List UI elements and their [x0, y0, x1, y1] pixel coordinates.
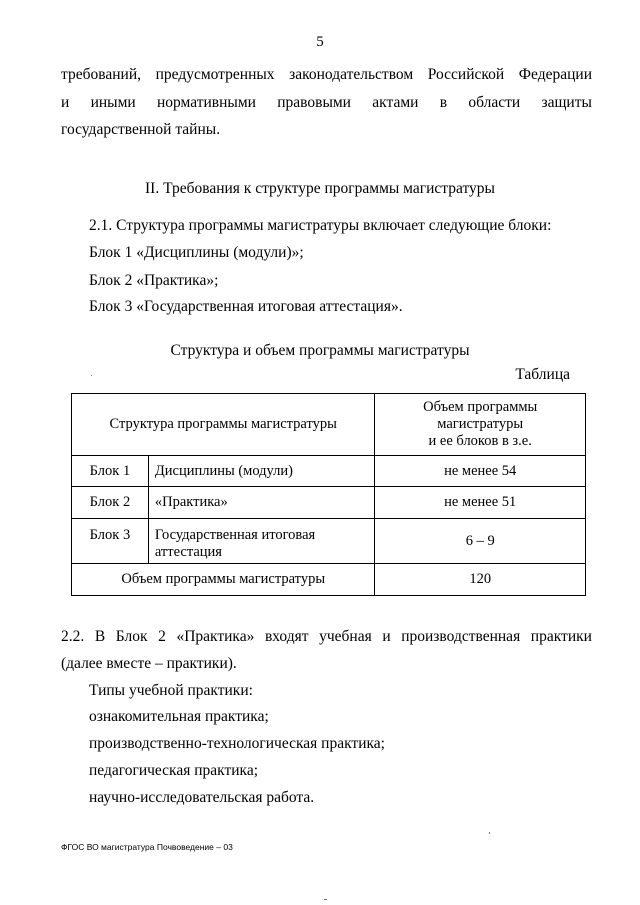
practice-type-item: ознакомительная практика; — [89, 708, 269, 725]
intro-line-3: государственной тайны. — [61, 121, 221, 138]
word: входят — [264, 628, 309, 645]
word: законодательством — [289, 66, 414, 83]
volume-cell: 6 – 9 — [375, 519, 586, 564]
intro-line-1 — [61, 66, 592, 84]
table-caption: Структура и объем программы магистратуры — [170, 342, 470, 359]
word: актами — [372, 94, 419, 111]
total-value-cell: 120 — [375, 564, 586, 596]
word: 2.2. — [61, 628, 85, 645]
header-volume-line: магистратуры — [437, 416, 524, 432]
total-label-cell: Объем программы магистратуры — [72, 564, 375, 596]
word: нормативными — [157, 94, 256, 111]
practice-type-item: научно-исследовательская работа. — [89, 789, 315, 806]
practice-types-title: Типы учебной практики: — [89, 682, 253, 699]
word: «Практика» — [176, 628, 255, 645]
word: области — [468, 94, 521, 111]
header-volume-line: и ее блоков в з.е. — [428, 433, 532, 449]
block-name-cell: Дисциплины (модули) — [148, 456, 375, 487]
table-header-row — [72, 394, 586, 456]
block-name-cell — [148, 519, 375, 564]
block-cell: Блок 2 — [72, 487, 149, 519]
practice-type-item: педагогическая практика; — [89, 762, 259, 779]
table-row — [72, 487, 586, 519]
block-name-cell: «Практика» — [148, 487, 375, 519]
header-structure-cell: Структура программы магистратуры — [72, 394, 375, 456]
block-cell: Блок 3 — [72, 519, 149, 564]
word: правовыми — [277, 94, 351, 111]
table-row — [72, 456, 586, 487]
intro-line-2 — [61, 94, 592, 112]
word: Федерации — [518, 66, 592, 83]
paragraph-2-2-line-2: (далее вместе – практики). — [61, 655, 237, 672]
word: предусмотренных — [155, 66, 275, 83]
block-1-item: Блок 1 «Дисциплины (модули)»; — [89, 244, 304, 261]
table-row — [72, 519, 586, 564]
header-volume-cell — [375, 394, 586, 456]
word: практики — [530, 628, 592, 645]
word: Блок — [115, 628, 148, 645]
table-total-row — [72, 564, 586, 596]
block-2-item: Блок 2 «Практика»; — [89, 272, 219, 289]
header-volume-line: Объем программы — [423, 399, 538, 415]
paragraph-2-2-line-1 — [61, 628, 592, 646]
scan-speck — [489, 832, 490, 834]
scan-speck — [91, 375, 92, 376]
word: требований, — [61, 66, 141, 83]
page-number: 5 — [316, 34, 324, 50]
volume-cell: не менее 51 — [375, 487, 586, 519]
structure-table — [71, 393, 586, 596]
word: учебная — [319, 628, 372, 645]
word: 2 — [158, 628, 166, 645]
practice-type-item: производственно-технологическая практика; — [89, 735, 385, 752]
section-heading: II. Требования к структуре программы магистратуры — [145, 180, 495, 197]
scan-speck — [324, 899, 327, 900]
table-label: Таблица — [515, 366, 570, 383]
word: Российской — [427, 66, 505, 83]
footer-text: ФГОС ВО магистратура Почвоведение – 03 — [61, 842, 233, 852]
word: В — [94, 628, 106, 645]
word: в — [439, 94, 448, 111]
word: защиты — [541, 94, 592, 111]
volume-cell: не менее 54 — [375, 456, 586, 487]
word: производственная — [401, 628, 521, 645]
paragraph-2-1: 2.1. Структура программы магистратуры включает следующие блоки: — [89, 217, 552, 234]
block-cell: Блок 1 — [72, 456, 149, 487]
word: и — [61, 94, 70, 111]
block-name-line: аттестация — [154, 544, 222, 560]
word: и — [382, 628, 391, 645]
word: иными — [90, 94, 136, 111]
block-3-item: Блок 3 «Государственная итоговая аттестация». — [89, 298, 403, 315]
block-name-line: Государственная итоговая — [154, 527, 316, 543]
